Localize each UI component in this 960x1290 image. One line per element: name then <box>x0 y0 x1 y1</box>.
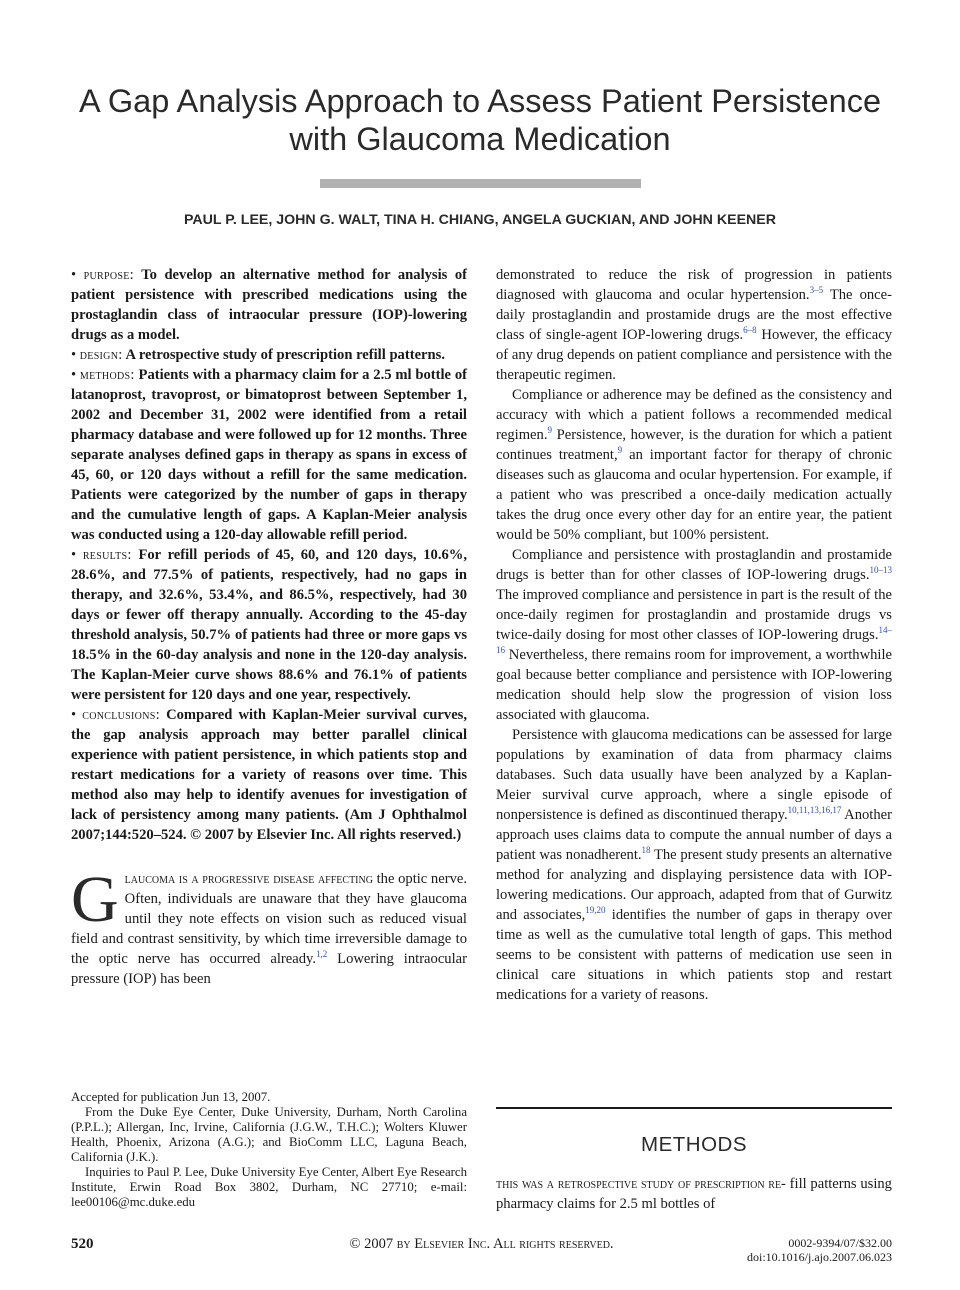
article-identifiers <box>747 1236 892 1264</box>
text-run: Persistence, however, is the duration for which a patient continues treatment, <box>496 427 892 463</box>
article-title <box>60 82 900 158</box>
abstract-conclusions <box>71 705 467 845</box>
reference-link[interactable]: 18 <box>641 845 651 856</box>
methods-text: fill patterns using pharmacy claims for 2.5 ml bottles of <box>496 1176 892 1212</box>
reference-link[interactable]: 10–13 <box>869 565 892 576</box>
body-paragraph-2 <box>496 385 892 545</box>
page-number: 520 <box>71 1236 94 1252</box>
design-text: A retrospective study of prescription refill patterns. <box>125 347 445 363</box>
body-paragraph-4 <box>496 725 892 1005</box>
intro-smallcaps: laucoma is a progressive disease affecting <box>124 871 373 887</box>
reference-link[interactable]: 9 <box>547 425 552 436</box>
results-text: For refill periods of 45, 60, and 120 days, 10.6%, 28.6%, and 77.5% of patients, respectively, had no gaps in therapy, and 32.6%, 53.4%, and 86.5%, respectively, had 30 days or fewer off therapy annually. According to the 45-day threshold analysis, 50.7% of patients had three or more gaps vs 18.5% in the 60-day analysis and none in the 120-day analysis. The Kaplan-Meier curve shows 88.6% and 76.1% of patients were persistent for 120 days and one year, respectively. <box>71 547 468 703</box>
methods-label: methods: <box>79 367 135 383</box>
reference-link[interactable]: 9 <box>617 445 623 456</box>
doi[interactable]: doi:10.1016/j.ajo.2007.06.023 <box>747 1250 892 1264</box>
issn: 0002-9394/07/$32.00 <box>788 1236 892 1250</box>
reference-link[interactable]: 3–5 <box>809 285 824 296</box>
inquiries-note: Inquiries to Paul P. Lee, Duke University Eye Center, Albert Eye Research Institute, Erwin Road Box 3802, Durham, NC 27710; e-mail: lee00106@mc.duke.edu <box>71 1165 467 1209</box>
results-label: results: <box>82 547 132 563</box>
abstract-purpose <box>71 265 467 345</box>
affiliations-note: From the Duke Eye Center, Duke University, Durham, North Carolina (P.P.L.); Allergan, Inc, Irvine, California (J.G.W., T.H.C.); Wolters Kluwer Health, Phoenix, Arizona (A.G.); and BioComm LLC, Laguna Beach, California (J.K.). <box>71 1105 467 1164</box>
text-run: an important factor for therapy of chronic diseases such as glaucoma and ocular hypertension. For example, if a patient who was prescribed a once-daily medication actually takes the drug once every other day for an entire year, the patient would be 50% compliant, but 100% persistent. <box>496 447 892 543</box>
reference-link[interactable]: 14–16 <box>496 625 892 656</box>
methods-paragraph <box>496 1174 892 1214</box>
body-paragraph-3 <box>496 545 892 725</box>
body-paragraph-1 <box>496 265 892 385</box>
author-list: PAUL P. LEE, JOHN G. WALT, TINA H. CHIANG, ANGELA GUCKIAN, AND JOHN KEENER <box>184 212 776 228</box>
left-column <box>71 265 467 989</box>
footnotes <box>71 1090 467 1210</box>
text-run: identifies the number of gaps in therapy over time as well as the cumulative total length of gaps. This method seems to be consistent with patterns of medication use seen in clinical care situations in which patients stop and restart medications for a variety of reasons. <box>496 907 892 1003</box>
bullet-icon: • <box>71 707 77 723</box>
abstract <box>71 265 467 845</box>
purpose-label: purpose: <box>83 267 134 283</box>
copyright-notice: © 2007 by Elsevier Inc. All rights reserved. <box>349 1236 614 1252</box>
abstract-results <box>71 545 467 705</box>
purpose-text: To develop an alternative method for analysis of patient persistence with prescribed medications using the prostaglandin class of intraocular pressure (IOP)-lowering drugs as a model. <box>71 267 468 343</box>
title-line-2: with Glaucoma Medication <box>289 121 671 157</box>
bullet-icon: • <box>71 347 77 363</box>
text-run: Persistence with glaucoma medications can be assessed for large populations by examination of data from pharmacy claims databases. Such data usually have been analyzed by a Kaplan-Meier survival curve approach, where a single episode of nonpersistence is defined as discontinued therapy. <box>496 727 892 823</box>
conclusions-text: Compared with Kaplan-Meier survival curves, the gap analysis approach may better parallel clinical experience with patient persistence, in which patients stop and restart medications for a variety of reasons over time. This method also may help to identify avenues for investigation of lack of persistency among many patients. (Am J Ophthalmol 2007;144:520–524. © 2007 by Elsevier Inc. All rights reserved.) <box>71 707 467 843</box>
section-rule <box>496 1107 892 1109</box>
text-run: Compliance or adherence may be defined as the consistency and accuracy with which a patient follows a recommended medical regimen. <box>496 387 892 443</box>
accepted-note: Accepted for publication Jun 13, 2007. <box>71 1090 271 1104</box>
text-run: The once-daily prostaglandin and prostamide drugs are the most effective class of single-agent IOP-lowering drugs. <box>496 287 892 343</box>
text-run: The improved compliance and persistence in part is the result of the once-daily regimen for prostaglandin and prostamide drugs vs twice-daily dosing for most other classes of IOP-lowering drugs. <box>496 587 892 643</box>
design-label: design: <box>79 347 123 363</box>
conclusions-label: conclusions: <box>82 707 160 723</box>
abstract-methods <box>71 365 467 545</box>
text-run: Another approach uses claims data to compute the annual number of days a patient was nonadherent. <box>496 807 892 863</box>
methods-heading: METHODS <box>641 1133 747 1156</box>
bullet-icon: • <box>71 547 77 563</box>
drop-cap: G <box>71 863 119 936</box>
bullet-icon: • <box>71 367 77 383</box>
abstract-design <box>71 345 467 365</box>
intro-text-2: Lowering intraocular pressure (IOP) has been <box>71 951 467 987</box>
methods-smallcaps: this was a retrospective study of prescription re- <box>496 1176 786 1192</box>
reference-link[interactable]: 19,20 <box>585 905 606 916</box>
right-column <box>496 265 892 1005</box>
title-divider-bar <box>320 179 641 188</box>
intro-text-1: the optic nerve. Often, individuals are unaware that they have glaucoma until they note effects on vision such as reduced visual field and contrast sensitivity, by which time irreversible damage to the optic nerve has occurred already. <box>71 871 467 967</box>
reference-link[interactable]: 10,11,13,16,17 <box>787 805 842 816</box>
text-run: Compliance and persistence with prostaglandin and prostamide drugs is better than for other classes of IOP-lowering drugs. <box>496 547 892 583</box>
intro-paragraph <box>71 863 467 989</box>
text-run: demonstrated to reduce the risk of progression in patients diagnosed with glaucoma and ocular hypertension. <box>496 267 892 303</box>
text-run: However, the efficacy of any drug depends on patient compliance and persistence with the therapeutic regimen. <box>496 327 892 383</box>
title-line-1: A Gap Analysis Approach to Assess Patient Persistence <box>78 83 882 119</box>
text-run: Nevertheless, there remains room for improvement, a worthwhile goal because better compliance and persistence with IOP-lowering medication should help slow the progression of vision loss associated with glaucoma. <box>496 647 892 723</box>
methods-text: Patients with a pharmacy claim for a 2.5 ml bottle of latanoprost, travoprost, or bimatoprost between September 1, 2002 and December 31, 2002 were identified from a retail pharmacy database and were followed up for 12 months. Three separate analyses defined gaps in therapy as spans in excess of 45, 60, or 120 days without a refill for the same medication. Patients were categorized by the number of gaps in therapy and the cumulative length of gaps. A Kaplan-Meier analysis was conducted using a 120-day allowable refill period. <box>71 367 467 543</box>
reference-link[interactable]: 1,2 <box>316 949 328 960</box>
bullet-icon: • <box>71 267 77 283</box>
reference-link[interactable]: 6–8 <box>743 325 757 336</box>
text-run: The present study presents an alternative method for analyzing and displaying persistence data with IOP-lowering medications. Our approach, adapted from that of Gurwitz and associates, <box>496 847 892 923</box>
